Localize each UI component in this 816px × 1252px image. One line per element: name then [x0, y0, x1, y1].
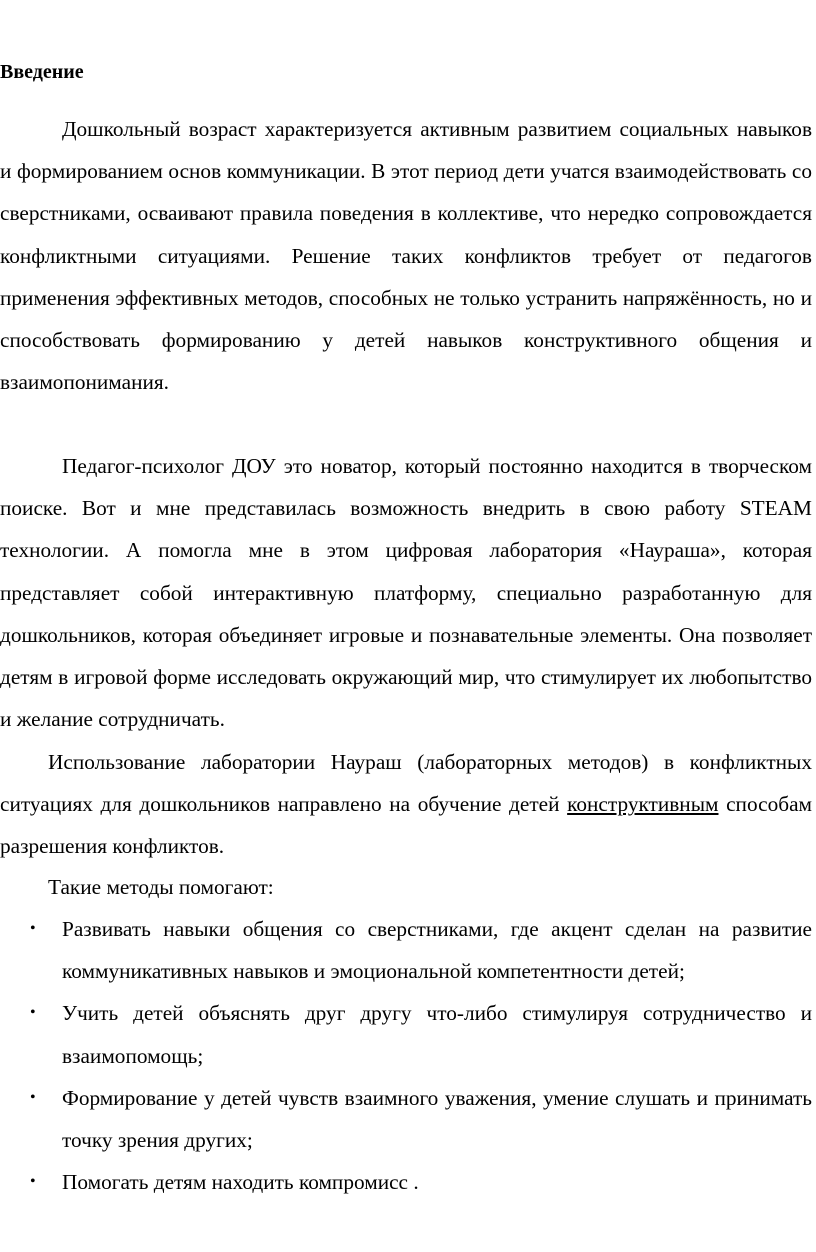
- bullet-icon: •: [30, 1088, 36, 1106]
- list-item: [0, 992, 812, 1076]
- list-item: [0, 1077, 812, 1161]
- bullet-icon: •: [30, 920, 36, 937]
- bullet-icon: •: [30, 1004, 36, 1022]
- underlined-word: конструктивным: [567, 792, 719, 817]
- list-item-text: Учить детей объяснять друг другу что-либо стимулируя сотрудничество и взаимопомощь;: [62, 1001, 812, 1068]
- bullet-icon: •: [30, 1173, 36, 1191]
- paragraph-intro: Дошкольный возраст характеризуется активным развитием социальных навыков и формированием основ коммуникации. В этот период дети учатся взаимодействовать со сверстниками, осваивают правила поведения в коллективе, что нередко сопровождается конфликтными ситуациями. Решение таких конфликтов требует от педагогов применения эффективных методов, способных не только устранить напряжённость, но и способствовать формированию у детей навыков конструктивного общения и взаимопонимания.: [0, 117, 812, 395]
- list-item-text: Развивать навыки общения со сверстниками, где акцент сделан на развитие коммуникативных навыков и эмоциональной компетентности детей;: [62, 917, 812, 984]
- paragraph-laboratory-text-end: способам разрешения конфликтов.: [0, 792, 812, 859]
- list-item: [0, 908, 812, 992]
- methods-list: [0, 908, 812, 1203]
- document-heading: Введение: [0, 61, 84, 83]
- paragraph-laboratory-usage: [0, 741, 812, 868]
- list-item-text: Помогать детям находить компромисс .: [62, 1170, 419, 1195]
- list-item: [0, 1161, 812, 1203]
- paragraph-laboratory-text-start: Использование лаборатории Наураш (лабораторных методов) в конфликтных ситуациях для дошкольников направлено на обучение детей: [0, 750, 812, 817]
- paragraph-psychologist: Педагог-психолог ДОУ это новатор, который постоянно находится в творческом поиске. Вот и мне представилась возможность внедрить в свою работу STEAM технологии. А помогла мне в этом цифровая лаборатория «Наураша», которая представляет собой интерактивную платформу, специально разработанную для дошкольников, которая объединяет игровые и познавательные элементы. Она позволяет детям в игровой форме исследовать окружающий мир, что стимулирует их любопытство и желание сотрудничать.: [0, 454, 812, 732]
- list-lead: Такие методы помогают:: [48, 875, 274, 899]
- list-item-text: Формирование у детей чувств взаимного уважения, умение слушать и принимать точку зрения других;: [62, 1085, 812, 1153]
